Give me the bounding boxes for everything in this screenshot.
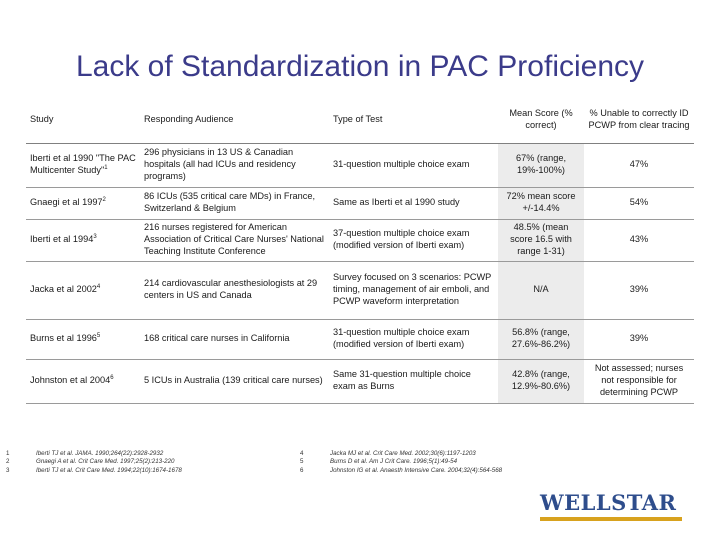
table-row xyxy=(26,261,694,319)
wellstar-logo xyxy=(540,490,700,516)
cell-test: Same as Iberti et al 1990 study xyxy=(329,187,498,219)
table-row xyxy=(26,219,694,261)
reference-number: 4 xyxy=(300,450,304,457)
table-row xyxy=(26,319,694,359)
reference-item xyxy=(300,467,540,475)
reference-number: 6 xyxy=(300,466,304,474)
study-ref-number: 3 xyxy=(93,234,97,241)
reference-text: Gnaegi A et al. Crit Care Med. 1997;25(2):213-220 xyxy=(36,458,175,466)
cell-unable: 54% xyxy=(584,187,694,219)
study-ref-number: 5 xyxy=(96,333,101,340)
cell-mean-score: 67% (range, 19%-100%) xyxy=(498,143,584,187)
cell-test: Same 31-question multiple choice exam as Burns xyxy=(329,359,498,403)
cell-test: Survey focused on 3 scenarios: PCWP timing, management of air emboli, and PCWP waveform interpretation xyxy=(329,261,498,319)
cell-study xyxy=(26,219,140,261)
cell-mean-score: 42.8% (range, 12.9%-80.6%) xyxy=(498,359,584,403)
reference-item xyxy=(300,458,540,466)
header-mean-score: Mean Score (% correct) xyxy=(498,97,584,143)
study-table xyxy=(26,97,694,404)
study-name: Gnaegi et al 1997 xyxy=(30,197,103,208)
cell-study xyxy=(26,143,140,187)
cell-mean-score: 48.5% (mean score 16.5 with range 1-31) xyxy=(498,219,584,261)
reference-text: Johnston IG et al. Anaesth Intensive Care. 2004;32(4):564-568 xyxy=(330,466,503,474)
references-left xyxy=(6,450,296,475)
cell-unable: 43% xyxy=(584,219,694,261)
reference-number: 2 xyxy=(6,458,10,466)
header-study: Study xyxy=(26,97,140,143)
cell-test: 31-question multiple choice exam (modified version of Iberti exam) xyxy=(329,319,498,359)
reference-item xyxy=(6,450,296,458)
table-row xyxy=(26,143,694,187)
cell-mean-score: 72% mean score +/-14.4% xyxy=(498,187,584,219)
cell-test: 31-question multiple choice exam xyxy=(329,143,498,187)
cell-mean-score: 56.8% (range, 27.6%-86.2%) xyxy=(498,319,584,359)
header-audience: Responding Audience xyxy=(140,97,329,143)
study-name: Iberti et al 1994 xyxy=(30,234,94,245)
cell-unable: 47% xyxy=(584,143,694,187)
cell-test: 37-question multiple choice exam (modified version of Iberti exam) xyxy=(329,219,498,261)
references-right xyxy=(300,450,540,475)
reference-number: 1 xyxy=(6,450,10,457)
reference-item xyxy=(300,450,540,458)
cell-unable: 39% xyxy=(584,319,694,359)
cell-audience: 168 critical care nurses in California xyxy=(140,319,329,359)
logo-text: WELLSTAR xyxy=(540,490,677,515)
reference-item xyxy=(6,458,296,466)
reference-number: 3 xyxy=(6,466,10,474)
study-ref-number: 2 xyxy=(102,197,106,204)
table-row xyxy=(26,359,694,403)
cell-mean-score: N/A xyxy=(498,261,584,319)
header-unable: % Unable to correctly ID PCWP from clear tracing xyxy=(584,97,694,143)
cell-audience: 296 physicians in 13 US & Canadian hospitals (all had ICUs and residency programs) xyxy=(140,143,329,187)
cell-study xyxy=(26,319,140,359)
study-ref-number: 4 xyxy=(96,284,101,291)
study-name: Iberti et al 1990 "The PAC Multicenter Study" xyxy=(30,153,136,176)
cell-audience: 214 cardiovascular anesthesiologists at 29 centers in US and Canada xyxy=(140,261,329,319)
reference-text: Iberti TJ et al. Crit Care Med. 1994;22(10):1674-1678 xyxy=(36,466,182,474)
cell-study xyxy=(26,187,140,219)
reference-number: 5 xyxy=(300,458,304,466)
study-ref-number: 1 xyxy=(104,164,108,171)
reference-text: Jacka MJ et al. Crit Care Med. 2002;30(6):1197-1203 xyxy=(330,450,476,457)
cell-audience: 216 nurses registered for American Association of Critical Care Nurses' National Teaching Institute Conference xyxy=(140,219,329,261)
logo-bar xyxy=(540,517,682,521)
cell-study xyxy=(26,359,140,403)
study-ref-number: 6 xyxy=(110,375,114,382)
cell-study xyxy=(26,261,140,319)
reference-item xyxy=(6,467,296,475)
cell-unable: Not assessed; nurses not responsible for determining PCWP xyxy=(584,359,694,403)
table-row xyxy=(26,187,694,219)
reference-text: Iberti TJ et al. JAMA. 1990;264(22):2928-2932 xyxy=(36,450,164,457)
study-name: Jacka et al 2002 xyxy=(30,284,97,295)
study-name: Burns et al 1996 xyxy=(30,333,97,344)
cell-audience: 5 ICUs in Australia (139 critical care nurses) xyxy=(140,359,329,403)
slide-title: Lack of Standardization in PAC Proficiency xyxy=(75,50,645,83)
reference-text: Burns D et al. Am J Crit Care. 1996;5(1):49-54 xyxy=(330,458,458,466)
header-test: Type of Test xyxy=(329,97,498,143)
cell-unable: 39% xyxy=(584,261,694,319)
study-name: Johnston et al 2004 xyxy=(30,375,111,386)
cell-audience: 86 ICUs (535 critical care MDs) in France, Switzerland & Belgium xyxy=(140,187,329,219)
table-header-row xyxy=(26,97,694,143)
